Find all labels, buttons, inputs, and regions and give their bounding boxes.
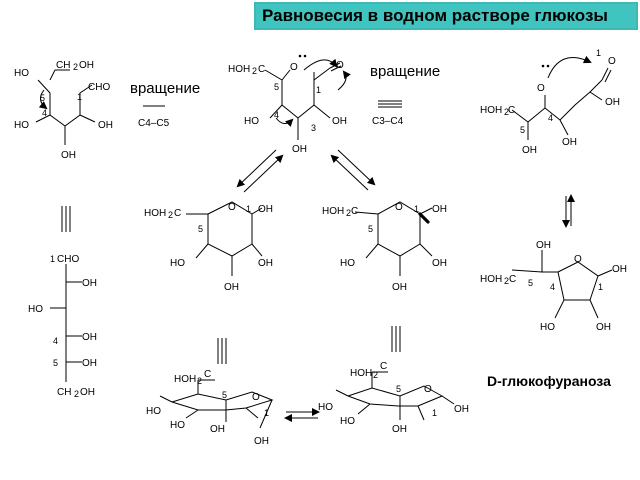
svg-text:O: O [537,83,545,94]
svg-text:5: 5 [528,278,534,288]
svg-text:HO: HO [146,406,161,417]
svg-text:HO: HO [14,68,29,79]
svg-text:1: 1 [432,408,438,418]
svg-text:2: 2 [504,276,510,286]
identity-symbol-bottom-right [392,326,400,352]
svg-text:5: 5 [368,224,374,234]
svg-text:1: 1 [414,204,420,214]
svg-text:OH: OH [82,278,97,289]
equilibrium-arrows-upper [238,150,571,226]
svg-text:2: 2 [252,66,258,76]
svg-text:4: 4 [274,110,280,120]
page-title: Равновесия в водном растворе глюкозы [254,2,638,30]
svg-text:OH: OH [596,322,611,333]
svg-text:OH: OH [292,144,307,155]
svg-text:OH: OH [392,424,407,435]
bond-label-c3c4: C3–C4 [372,116,404,127]
svg-text:HO: HO [340,258,355,269]
svg-text:HO: HO [170,420,185,431]
svg-text:HO: HO [28,304,43,315]
svg-text:1: 1 [246,204,252,214]
svg-text:HOH: HOH [144,208,167,219]
svg-text:5: 5 [222,390,228,400]
svg-text:O: O [290,62,298,73]
fischer-projection [28,254,97,399]
svg-text:O: O [336,60,344,71]
svg-text:3: 3 [311,123,317,133]
svg-text:HO: HO [14,120,29,131]
svg-text:OH: OH [210,424,225,435]
svg-text:CHO: CHO [57,254,80,265]
svg-text:5: 5 [53,358,59,368]
bond-label-c4c5: C4–C5 [138,118,170,129]
svg-text:HO: HO [340,416,355,427]
svg-text:HO: HO [318,402,333,413]
svg-text:4: 4 [42,108,48,118]
rotation-c4c5-caption: вращение [130,80,201,97]
svg-text:5: 5 [40,93,46,103]
svg-text:HO: HO [540,322,555,333]
svg-text:1: 1 [77,92,83,102]
pyranose-ring-right [322,202,447,293]
svg-text:C: C [258,64,266,75]
svg-text:1: 1 [264,408,270,418]
svg-text:O: O [574,254,582,265]
svg-text:OH: OH [332,116,347,127]
svg-text:OH: OH [258,258,273,269]
svg-text:HOH: HOH [228,64,251,75]
svg-text:OH: OH [82,358,97,369]
bond-symbol-c3c4 [372,101,404,127]
svg-text:5: 5 [520,125,526,135]
svg-text:C: C [204,369,212,380]
svg-text:O: O [395,202,403,213]
svg-text:O: O [608,56,616,67]
svg-text:2: 2 [346,208,352,218]
svg-text:2: 2 [197,376,203,386]
pyranose-ring-left [144,202,273,293]
svg-text:4: 4 [550,282,556,292]
svg-text:CHO: CHO [88,82,111,93]
svg-text:OH: OH [612,264,627,275]
svg-text:1: 1 [596,48,602,58]
svg-text:C: C [509,274,517,285]
svg-text:OH: OH [80,387,95,398]
svg-text:4: 4 [53,336,59,346]
open-chain-zigzag-top-right [480,48,620,156]
svg-text:OH: OH [454,404,469,415]
svg-text:OH: OH [605,97,620,108]
svg-text:OH: OH [98,120,113,131]
svg-text:2: 2 [73,62,79,72]
svg-text:O: O [424,384,432,395]
svg-text:2: 2 [168,210,174,220]
svg-text:OH: OH [224,282,239,293]
svg-text:1: 1 [316,85,322,95]
svg-text:O: O [228,202,236,213]
svg-text:OH: OH [82,332,97,343]
svg-text:OH: OH [79,60,94,71]
open-chain-zigzag-top-left [14,60,113,161]
open-chain-zigzag-top-center [228,55,347,155]
svg-text:CH: CH [57,387,72,398]
svg-text:C: C [174,208,182,219]
svg-text:5: 5 [274,82,280,92]
equilibrium-arrows-bottom [286,412,318,418]
svg-text:HOH: HOH [322,206,345,217]
svg-text:HOH: HOH [480,274,503,285]
svg-text:C: C [508,105,516,116]
svg-text:OH: OH [536,240,551,251]
rotation-c3c4-caption: вращение [370,63,441,80]
furanose-ring [480,240,627,333]
svg-text:C: C [380,361,388,372]
svg-text:HOH: HOH [350,368,373,379]
svg-text:5: 5 [396,384,402,394]
svg-text:1: 1 [50,254,56,264]
svg-text:OH: OH [258,204,273,215]
chair-conformation-right [318,361,469,435]
svg-text:OH: OH [432,258,447,269]
identity-symbol-bottom-left [218,338,226,364]
bond-symbol-c4c5 [138,106,170,129]
svg-text:1: 1 [598,282,604,292]
svg-text:OH: OH [522,145,537,156]
svg-text:OH: OH [254,436,269,447]
svg-text:HOH: HOH [480,105,503,116]
svg-text:OH: OH [61,150,76,161]
svg-text:OH: OH [562,137,577,148]
svg-text:2: 2 [74,389,80,399]
svg-text:O: O [252,392,260,403]
glucofuranose-caption: D-глюкофураноза [487,373,611,389]
svg-text:OH: OH [432,204,447,215]
svg-text:HO: HO [170,258,185,269]
svg-text:HOH: HOH [174,374,197,385]
svg-text:2: 2 [504,107,510,117]
svg-text:2: 2 [373,370,379,380]
svg-text:OH: OH [392,282,407,293]
identity-symbol-left [62,206,70,232]
svg-text:HO: HO [244,116,259,127]
chair-conformation-left [146,369,272,447]
svg-text:5: 5 [198,224,204,234]
svg-text:C: C [351,206,359,217]
svg-text:CH: CH [56,60,71,71]
svg-text:4: 4 [548,113,554,123]
